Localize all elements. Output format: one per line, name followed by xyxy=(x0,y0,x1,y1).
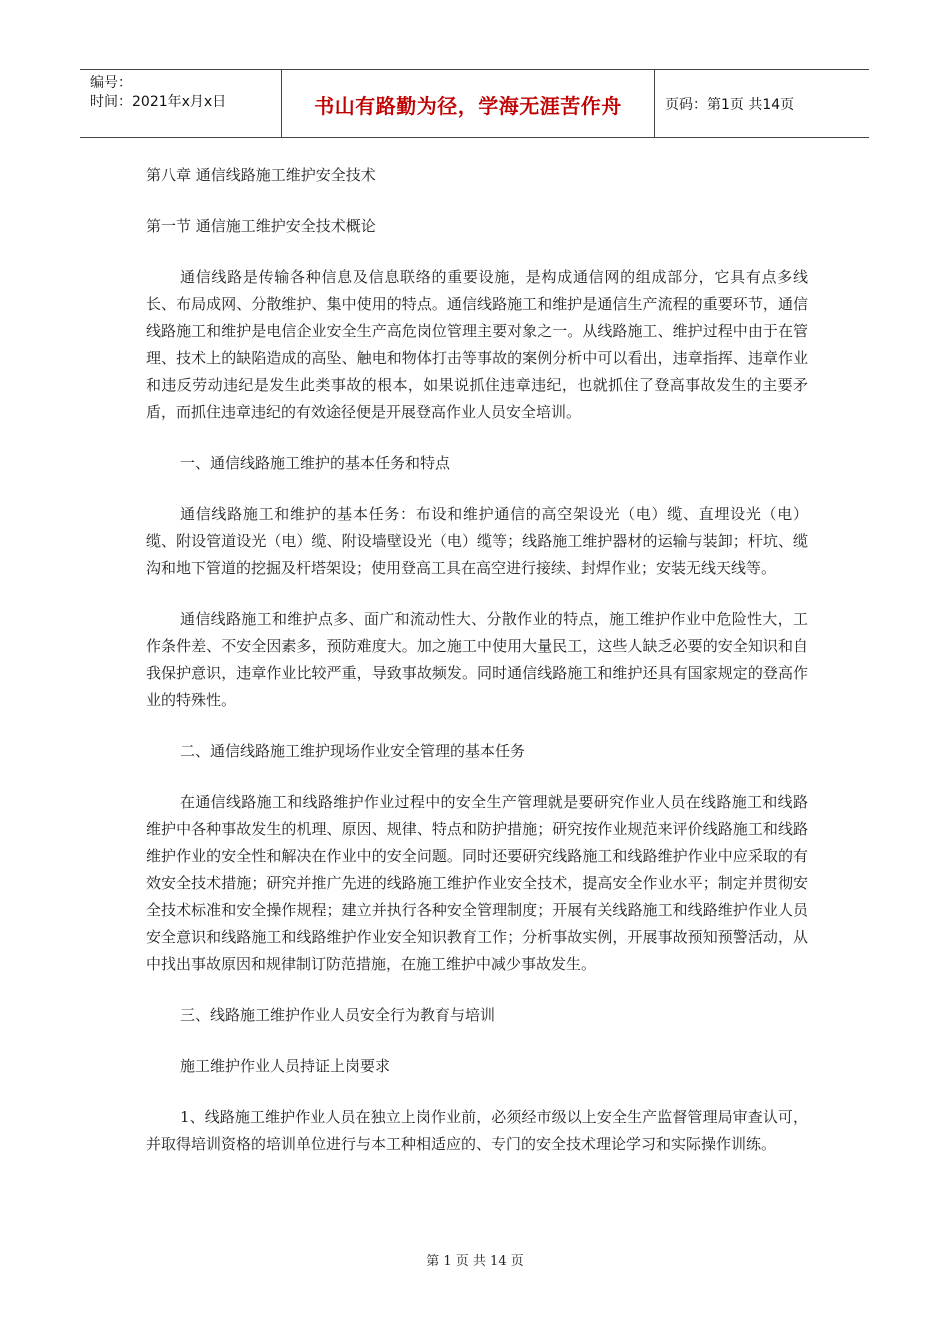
paragraph-1: 通信线路施工和维护的基本任务：布设和维护通信的高空架设光（电）缆、直埋设光（电）缆、附设管道设光（电）缆、附设墙壁设光（电）缆等；线路施工维护器材的运输与装卸；杆坑、缆沟和地下管道的挖掘及杆塔架设；使用登高工具在高空进行接续、封焊作业；安装无线天线等。 xyxy=(146,505,808,577)
subheading-1: 一、通信线路施工维护的基本任务和特点 xyxy=(180,454,451,472)
chapter-title: 第八章 通信线路施工维护安全技术 xyxy=(146,166,376,184)
paragraph-2: 通信线路施工和维护点多、面广和流动性大、分散作业的特点，施工维护作业中危险性大，工作条件差、不安全因素多，预防难度大。加之施工中使用大量民工，这些人缺乏必要的安全知识和自我保护意识，违章作业比较严重，导致事故频发。同时通信线路施工和维护还具有国家规定的登高作业的特殊性。 xyxy=(146,610,808,709)
header-meta-cell xyxy=(80,70,282,137)
paragraph-4: 1、线路施工维护作业人员在独立上岗作业前，必须经市级以上安全生产监督管理局审查认可，并取得培训资格的培训单位进行与本工种相适应的、专门的安全技术理论学习和实际操作训练。 xyxy=(146,1108,808,1153)
page-footer: 第 1 页 共 14 页 xyxy=(426,1254,524,1269)
header-motto: 书山有路勤为径，学海无涯苦作舟 xyxy=(314,94,622,118)
document-date-label: 时间：2021年x月x日 xyxy=(90,94,227,110)
paragraph-3: 在通信线路施工和线路维护作业过程中的安全生产管理就是要研究作业人员在线路施工和线路维护中各种事故发生的机理、原因、规律、特点和防护措施；研究按作业规范来评价线路施工和线路维护作业的安全性和解决在作业中的安全问题。同时还要研究线路施工和线路维护作业中应采取的有效安全技术措施；研究并推广先进的线路施工维护作业安全技术，提高安全作业水平；制定并贯彻安全技术标准和安全操作规程；建立并执行各种安全管理制度；开展有关线路施工和线路维护作业人员安全意识和线路施工和线路维护作业安全知识教育工作；分析事故实例，开展事故预知预警活动，从中找出事故原因和规律制订防范措施，在施工维护中减少事故发生。 xyxy=(146,793,808,973)
header-page-info: 页码：第1页 共14页 xyxy=(665,97,795,113)
page-header xyxy=(80,69,869,138)
subheading-3: 三、线路施工维护作业人员安全行为教育与培训 xyxy=(180,1006,496,1024)
header-page-cell xyxy=(655,70,869,137)
section-title: 第一节 通信施工维护安全技术概论 xyxy=(146,217,376,235)
document-body xyxy=(146,162,808,1182)
subheading-3-sub: 施工维护作业人员持证上岗要求 xyxy=(180,1057,391,1075)
subheading-2: 二、通信线路施工维护现场作业安全管理的基本任务 xyxy=(180,742,526,760)
header-motto-cell xyxy=(282,70,655,137)
document-code-label: 编号： xyxy=(90,75,132,91)
intro-paragraph: 通信线路是传输各种信息及信息联络的重要设施，是构成通信网的组成部分，它具有点多线长、布局成网、分散维护、集中使用的特点。通信线路施工和维护是通信生产流程的重要环节，通信线路施工和维护是电信企业安全生产高危岗位管理主要对象之一。从线路施工、维护过程中由于在管理、技术上的缺陷造成的高坠、触电和物体打击等事故的案例分析中可以看出，违章指挥、违章作业和违反劳动违纪是发生此类事故的根本，如果说抓住违章违纪，也就抓住了登高事故发生的主要矛盾，而抓住违章违纪的有效途径便是开展登高作业人员安全培训。 xyxy=(146,268,808,421)
